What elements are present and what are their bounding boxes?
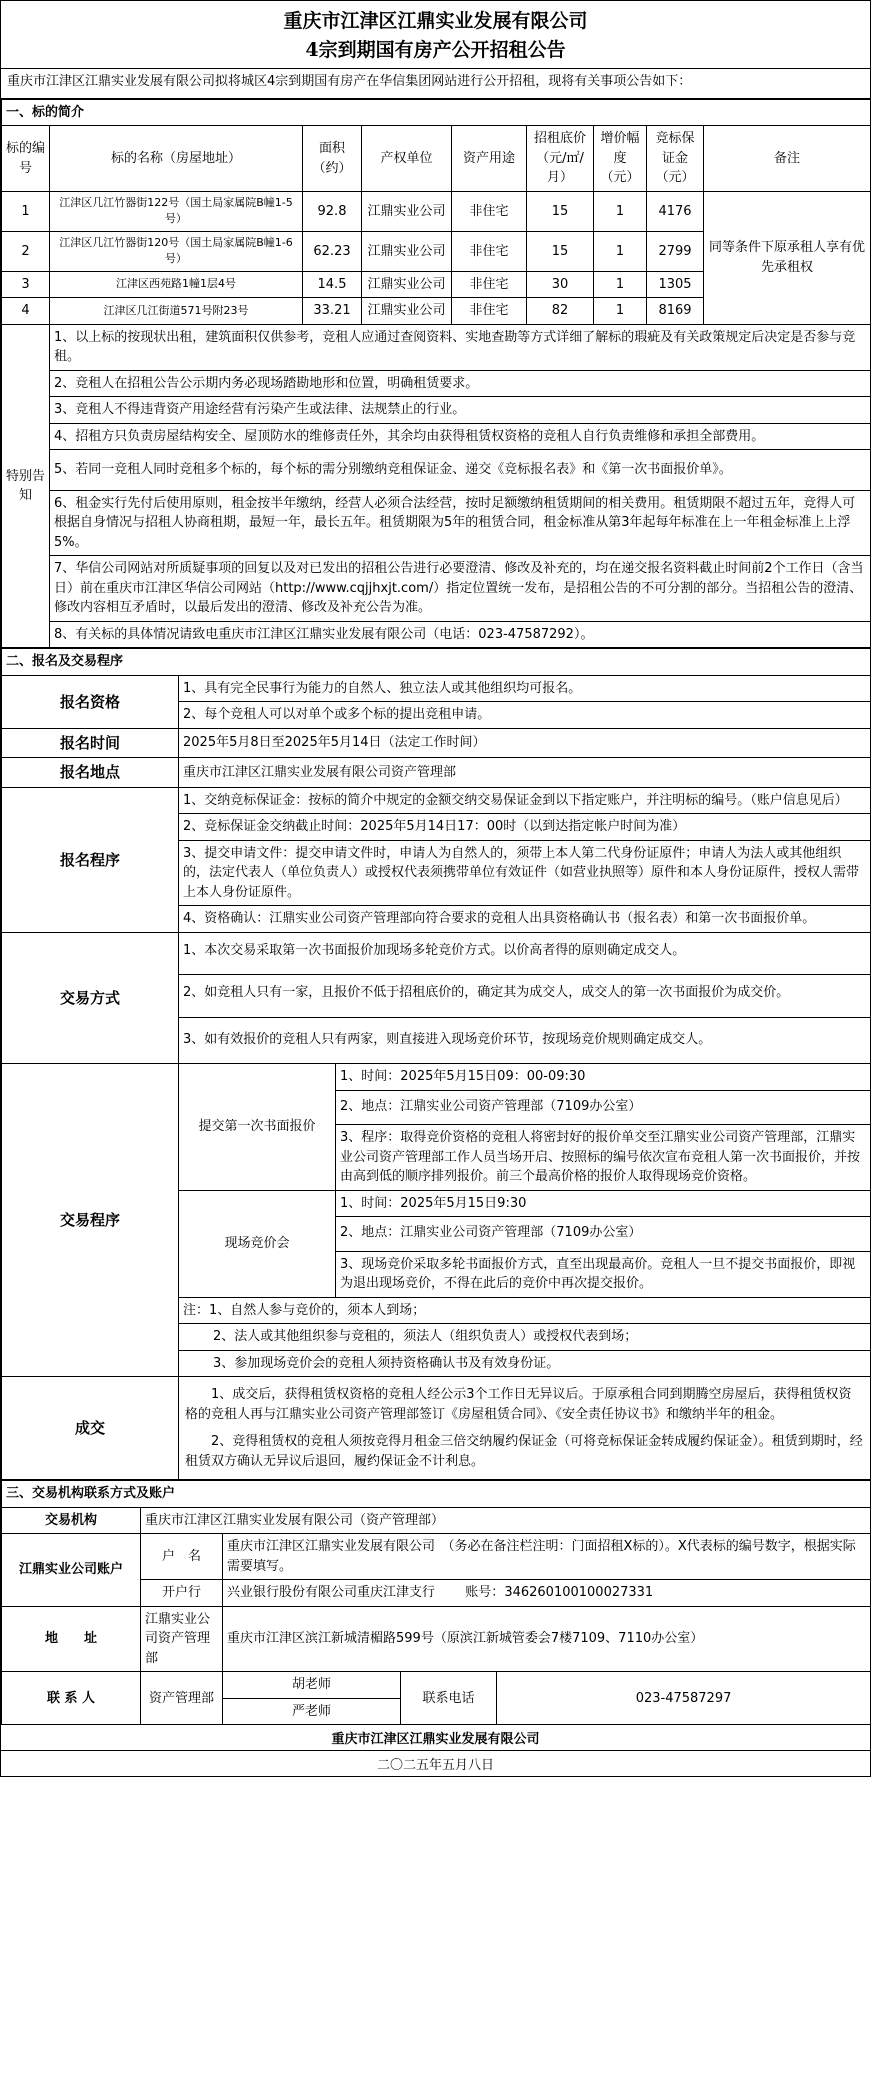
row-deposit: 8169 [647,298,704,325]
section2-table [1,648,871,1480]
row-name: 江津区几江竹器街122号（国土局家属院B幢1-5号） [50,191,303,231]
contact-person-1: 胡老师 [223,1672,401,1699]
written-offer-item: 1、时间：2025年5月15日09：00-09:30 [336,1064,871,1091]
row-usage: 非住宅 [452,231,527,271]
deal-item: 2、竞得租赁权的竞租人须按竞得月租金三倍交纳履约保证金（可将竞标保证金转成履约保证金）。租赁到期时，经租赁双方确认无异议后退回，履约保证金不计利息。 [185,1434,863,1469]
footer-date: 二〇二五年五月八日 [1,1750,870,1776]
written-offer-label: 提交第一次书面报价 [179,1064,336,1191]
notice-item: 7、华信公司网站对所质疑事项的回复以及对已发出的招租公告进行必要澄清、修改及补充的，均在递交报名资料截止时间前2个工作日（含当日）前在重庆市江津区华信公司网站（http://www.cqjjhxjt.com/）指定位置统一发布，是招租公告的不可分割的部分。当招租公告的澄清、修改内容相互矛盾时，以最后发出的澄清、修改及补充公告为准。 [50,556,871,622]
row-price: 15 [527,191,594,231]
row-area: 62.23 [303,231,362,271]
row-step: 1 [594,231,647,271]
row-name: 江津区几江竹器街120号（国土局家属院B幢1-6号） [50,231,303,271]
org-value: 重庆市江津区江鼎实业发展有限公司（资产管理部） [141,1507,871,1534]
trade-method-item: 1、本次交易采取第一次书面报价加现场多轮竞价方式。以价高者得的原则确定成交人。 [179,932,871,975]
row-name: 江津区几江街道571号附23号 [50,298,303,325]
org-label: 交易机构 [2,1507,141,1534]
col-header-deposit: 竞标保证金（元） [647,126,704,192]
row-price: 82 [527,298,594,325]
signup-proc-item: 1、交纳竞标保证金：按标的简介中规定的金额交纳交易保证金到以下指定账户，并注明标的编号。（账户信息见后） [179,787,871,814]
row-name: 江津区西苑路1幢1层4号 [50,271,303,298]
bank-value: 兴业银行股份有限公司重庆江津支行 [227,1585,436,1601]
notice-row [2,324,871,370]
trade-note: 3、参加现场竞价会的竞租人须持资格确认书及有效身份证。 [179,1350,871,1377]
account-number-label: 账号： [465,1585,505,1601]
row-price: 30 [527,271,594,298]
col-header-usage: 资产用途 [452,126,527,192]
row-deposit: 2799 [647,231,704,271]
col-header-area: 面积（约） [303,126,362,192]
account-name-value: 重庆市江津区江鼎实业发展有限公司 （务必在备注栏注明：门面招租X标的）。X代表标的编号数字，根据实际需要填写。 [223,1534,871,1580]
section1-header-row [2,126,871,192]
row-no: 2 [2,231,50,271]
contact-person-2: 严老师 [223,1698,401,1725]
signup-qual-item: 2、每个竞租人可以对单个或多个标的提出竞租申请。 [179,702,871,729]
deal-item: 1、成交后，获得租赁权资格的竞租人经公示3个工作日无异议后。于原承租合同到期腾空房屋后，获得租赁权资格的竞租人再与江鼎实业公司资产管理部签订《房屋租赁合同》、《安全责任协议书》和缴纳半年的租金。 [185,1387,852,1422]
trade-method-item: 2、如竞租人只有一家，且报价不低于招租底价的，确定其为成交人，成交人的第一次书面报价为成交价。 [179,975,871,1018]
signup-qual-label: 报名资格 [2,675,179,728]
contact-dept: 资产管理部 [141,1672,223,1725]
onsite-bidding-item: 3、现场竞价采取多轮书面报价方式，直至出现最高价。竞租人一旦不提交书面报价，即视为退出现场竞价，不得在此后的竞价中再次提交报价。 [336,1251,871,1297]
address-dept: 江鼎实业公司资产管理部 [141,1606,223,1672]
row-usage: 非住宅 [452,191,527,231]
phone-label: 联系电话 [401,1672,497,1725]
contact-label: 联 系 人 [2,1672,141,1725]
row-deposit: 4176 [647,191,704,231]
address-label: 地 址 [2,1606,141,1672]
notice-item: 4、招租方只负责房屋结构安全、屋顶防水的维修责任外，其余均由获得租赁权资格的竞租人自行负责维修和承担全部费用。 [50,423,871,450]
row-no: 4 [2,298,50,325]
notice-item: 3、竞租人不得违背资产用途经营有污染产生或法律、法规禁止的行业。 [50,397,871,424]
signup-proc-item: 2、竞标保证金交纳截止时间：2025年5月14日17：00时（以到达指定帐户时间为准） [179,814,871,841]
row-owner: 江鼎实业公司 [362,191,452,231]
notice-item: 1、以上标的按现状出租，建筑面积仅供参考，竞租人应通过查阅资料、实地查勘等方式详细了解标的瑕疵及有关政策规定后决定是否参与竞租。 [50,324,871,370]
section3-heading: 三、交易机构联系方式及账户 [2,1481,871,1508]
trade-proc-label: 交易程序 [2,1064,179,1377]
trade-note: 注：1、自然人参与竞价的，须本人到场； [179,1297,871,1324]
trade-method-item: 3、如有效报价的竞租人只有两家，则直接进入现场竞价环节，按现场竞价规则确定成交人。 [179,1017,871,1064]
row-owner: 江鼎实业公司 [362,298,452,325]
signup-qual-item: 1、具有完全民事行为能力的自然人、独立法人或其他组织均可报名。 [179,675,871,702]
address-value: 重庆市江津区滨江新城清楣路599号（原滨江新城管委会7楼7109、7110办公室） [223,1606,871,1672]
signup-place-label: 报名地点 [2,758,179,788]
row-price: 15 [527,231,594,271]
signup-proc-label: 报名程序 [2,787,179,932]
section1-heading: 一、标的简介 [2,99,871,126]
section2-heading: 二、报名及交易程序 [2,649,871,676]
trade-method-label: 交易方式 [2,932,179,1064]
deal-label: 成交 [2,1377,179,1480]
signup-proc-item: 3、提交申请文件：提交申请文件时，申请人为自然人的，须带上本人第二代身份证原件；申请人为法人或其他组织的，法定代表人（单位负责人）或授权代表须携带单位有效证件（如营业执照等）原件和本人身份证原件，授权人需带上本人身份证原件。 [179,840,871,906]
trade-note: 2、法人或其他组织参与竞租的，须法人（组织负责人）或授权代表到场； [179,1324,871,1351]
written-offer-item: 3、程序：取得竞价资格的竞租人将密封好的报价单交至江鼎实业公司资产管理部，江鼎实业公司资产管理部工作人员当场开启、按照标的编号依次宣布竞租人第一次书面报价，并按由高到低的顺序排列报价。前三个最高价格的报价人取得现场竞价资格。 [336,1125,871,1191]
title-line-1: 重庆市江津区江鼎实业发展有限公司 [283,10,588,32]
col-header-remark: 备注 [704,126,871,192]
footer-company: 重庆市江津区江鼎实业发展有限公司 [331,1732,540,1748]
row-step: 1 [594,191,647,231]
notice-item: 8、有关标的具体情况请致电重庆市江津区江鼎实业发展有限公司（电话：023-47587292）。 [50,621,871,648]
col-header-no: 标的编号 [2,126,50,192]
row-usage: 非住宅 [452,298,527,325]
signup-time-label: 报名时间 [2,728,179,758]
table-row [2,191,871,231]
account-name-label: 户 名 [141,1534,223,1580]
intro-paragraph: 重庆市江津区江鼎实业发展有限公司拟将城区4宗到期国有房产在华信集团网站进行公开招租，现将有关事项公告如下： [1,69,870,99]
onsite-bidding-label: 现场竞价会 [179,1190,336,1297]
row-no: 3 [2,271,50,298]
row-owner: 江鼎实业公司 [362,231,452,271]
row-area: 33.21 [303,298,362,325]
row-step: 1 [594,298,647,325]
bank-label: 开户行 [141,1580,223,1607]
signup-place-value: 重庆市江津区江鼎实业发展有限公司资产管理部 [179,758,871,788]
notice-item: 2、竞租人在招租公告公示期内务必现场踏勘地形和位置，明确租赁要求。 [50,370,871,397]
announcement-title [1,1,870,69]
account-number-value: 346260100100027331 [504,1585,654,1601]
row-owner: 江鼎实业公司 [362,271,452,298]
signup-proc-item: 4、资格确认：江鼎实业公司资产管理部向符合要求的竞租人出具资格确认书（报名表）和第一次书面报价单。 [179,906,871,933]
col-header-step: 增价幅度（元） [594,126,647,192]
onsite-bidding-item: 2、地点：江鼎实业公司资产管理部（7109办公室） [336,1217,871,1252]
remark-cell: 同等条件下原承租人享有优先承租权 [704,191,871,324]
phone-value: 023-47587297 [497,1672,871,1725]
notice-item: 5、若同一竞租人同时竞租多个标的，每个标的需分别缴纳竞租保证金、递交《竞标报名表》和《第一次书面报价单》。 [50,450,871,491]
title-line-2: 4宗到期国有房产公开招租公告 [305,38,566,61]
row-area: 92.8 [303,191,362,231]
col-header-price: 招租底价（元/㎡/月） [527,126,594,192]
section3-table [1,1480,871,1725]
signup-time-value: 2025年5月8日至2025年5月14日（法定工作时间） [179,728,871,758]
section1-table [1,99,871,649]
col-header-name: 标的名称（房屋地址） [50,126,303,192]
written-offer-item: 2、地点：江鼎实业公司资产管理部（7109办公室） [336,1090,871,1125]
row-usage: 非住宅 [452,271,527,298]
notice-item: 6、租金实行先付后使用原则，租金按半年缴纳，经营人必须合法经营，按时足额缴纳租赁期间的相关费用。租赁期限不超过五年，竞得人可根据自身情况与招租人协商租期，最短一年，最长五年。租赁期限为5年的租赁合同，租金标准从第3年起每年标准在上一年租金标准上上浮5%。 [50,490,871,556]
row-area: 14.5 [303,271,362,298]
onsite-bidding-item: 1、时间：2025年5月15日9:30 [336,1190,871,1217]
col-header-owner: 产权单位 [362,126,452,192]
row-deposit: 1305 [647,271,704,298]
notice-label: 特别告知 [2,324,50,648]
row-step: 1 [594,271,647,298]
account-label: 江鼎实业公司账户 [2,1534,141,1607]
row-no: 1 [2,191,50,231]
